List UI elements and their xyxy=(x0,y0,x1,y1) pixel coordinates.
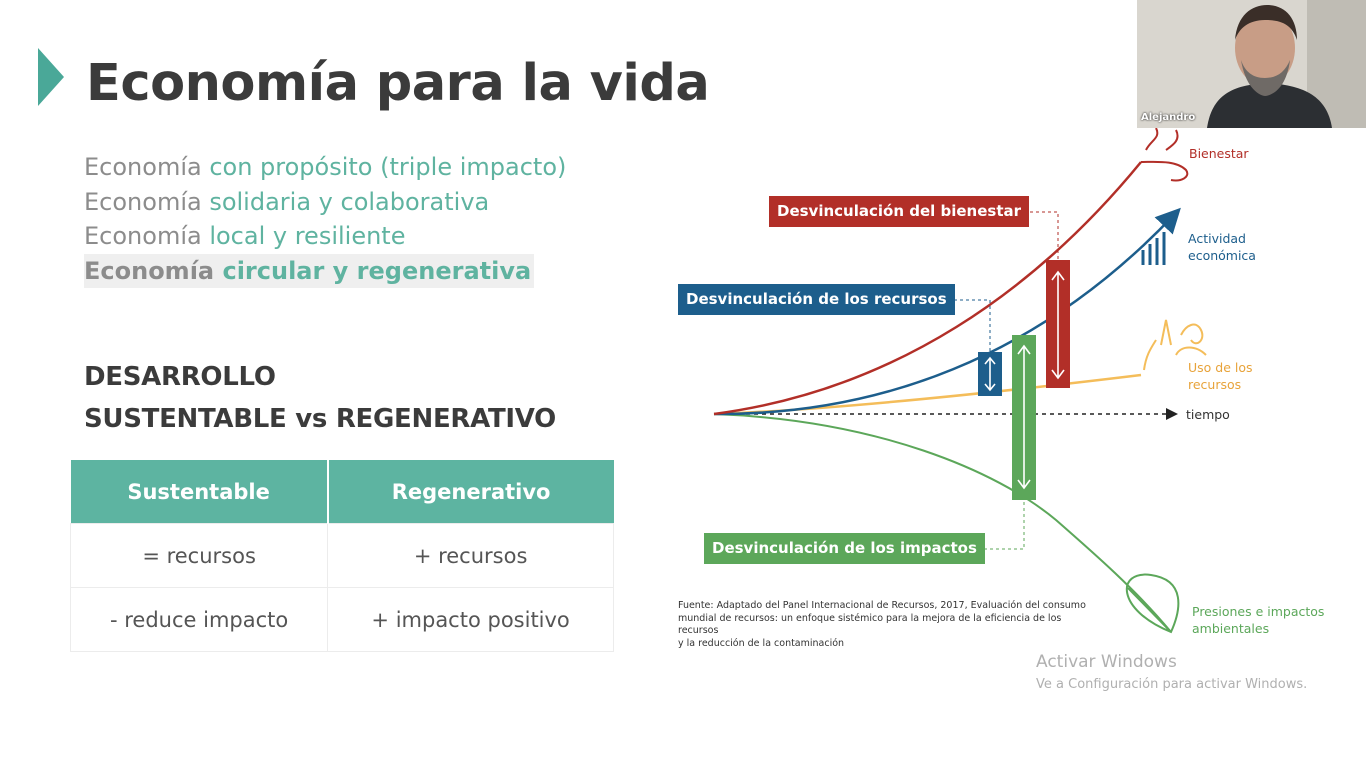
hand-icon xyxy=(1141,128,1187,180)
slide-title: Economía para la vida xyxy=(86,54,710,113)
development-heading-line2: SUSTENTABLE vs REGENERATIVO xyxy=(84,404,556,434)
leaf-icon xyxy=(1127,575,1179,632)
time-axis-arrow-icon xyxy=(1166,408,1178,420)
source-line2: mundial de recursos: un enfoque sistémico para la mejora de la eficiencia de los recursos xyxy=(678,612,1062,636)
label-presiones-line2: ambientales xyxy=(1192,621,1270,636)
label-actividad xyxy=(1188,230,1256,264)
economy-item-circular xyxy=(84,254,534,289)
source-line1: Fuente: Adaptado del Panel Internacional de Recursos, 2017, Evaluación del consumo xyxy=(678,600,1086,611)
label-bienestar: Bienestar xyxy=(1189,146,1249,161)
diagram-source xyxy=(678,600,1098,650)
economy-list xyxy=(84,150,566,288)
table-cell: + recursos xyxy=(328,524,614,588)
economy-highlight: con propósito (triple impacto) xyxy=(209,153,567,181)
tag-recursos: Desvinculación de los recursos xyxy=(678,284,955,315)
economy-item-local xyxy=(84,219,566,254)
label-uso-line1: Uso de los xyxy=(1188,360,1253,375)
economy-highlight: local y resiliente xyxy=(209,222,406,250)
development-heading-line1: DESARROLLO xyxy=(84,362,276,392)
webcam-feed[interactable] xyxy=(1137,0,1366,128)
impacts-connector xyxy=(978,500,1024,549)
label-presiones-line1: Presiones e impactos xyxy=(1192,604,1325,619)
windows-activation-text: Ve a Configuración para activar Windows. xyxy=(1036,677,1308,692)
participant-name: Alejandro xyxy=(1141,112,1196,123)
development-heading xyxy=(84,356,556,440)
economy-highlight: circular y regenerativa xyxy=(222,256,532,285)
resources-curve xyxy=(714,375,1141,414)
tag-impactos: Desvinculación de los impactos xyxy=(704,533,985,564)
economy-item-proposito xyxy=(84,150,566,185)
table-cell: + impacto positivo xyxy=(328,588,614,652)
decoupling-diagram xyxy=(676,120,1366,649)
economy-prefix: Economía xyxy=(84,153,210,181)
windows-activation-title: Activar Windows xyxy=(1036,652,1177,672)
table-header-row xyxy=(71,460,614,524)
title-arrow-icon xyxy=(38,48,64,106)
table-row xyxy=(71,524,614,588)
economy-highlight: solidaria y colaborativa xyxy=(209,187,490,216)
economy-item-solidaria xyxy=(84,185,566,220)
source-line3: y la reducción de la contaminación xyxy=(678,637,845,649)
label-uso-recursos xyxy=(1188,359,1253,393)
table-cell: = recursos xyxy=(71,524,328,588)
tag-bienestar: Desvinculación del bienestar xyxy=(769,196,1029,227)
label-presiones xyxy=(1192,603,1324,637)
economy-prefix: Economía xyxy=(84,187,210,216)
label-tiempo: tiempo xyxy=(1186,407,1230,422)
table-header-regenerativo: Regenerativo xyxy=(328,460,614,524)
economy-prefix: Economía xyxy=(84,256,223,285)
comparison-table xyxy=(70,460,614,652)
participant-video xyxy=(1137,0,1366,128)
table-row xyxy=(71,588,614,652)
table-cell: - reduce impacto xyxy=(71,588,328,652)
label-uso-line2: recursos xyxy=(1188,377,1242,392)
label-actividad-line1: Actividad xyxy=(1188,231,1246,246)
table-header-sustentable: Sustentable xyxy=(71,460,328,524)
label-actividad-line2: económica xyxy=(1188,248,1256,263)
economy-prefix: Economía xyxy=(84,222,210,250)
